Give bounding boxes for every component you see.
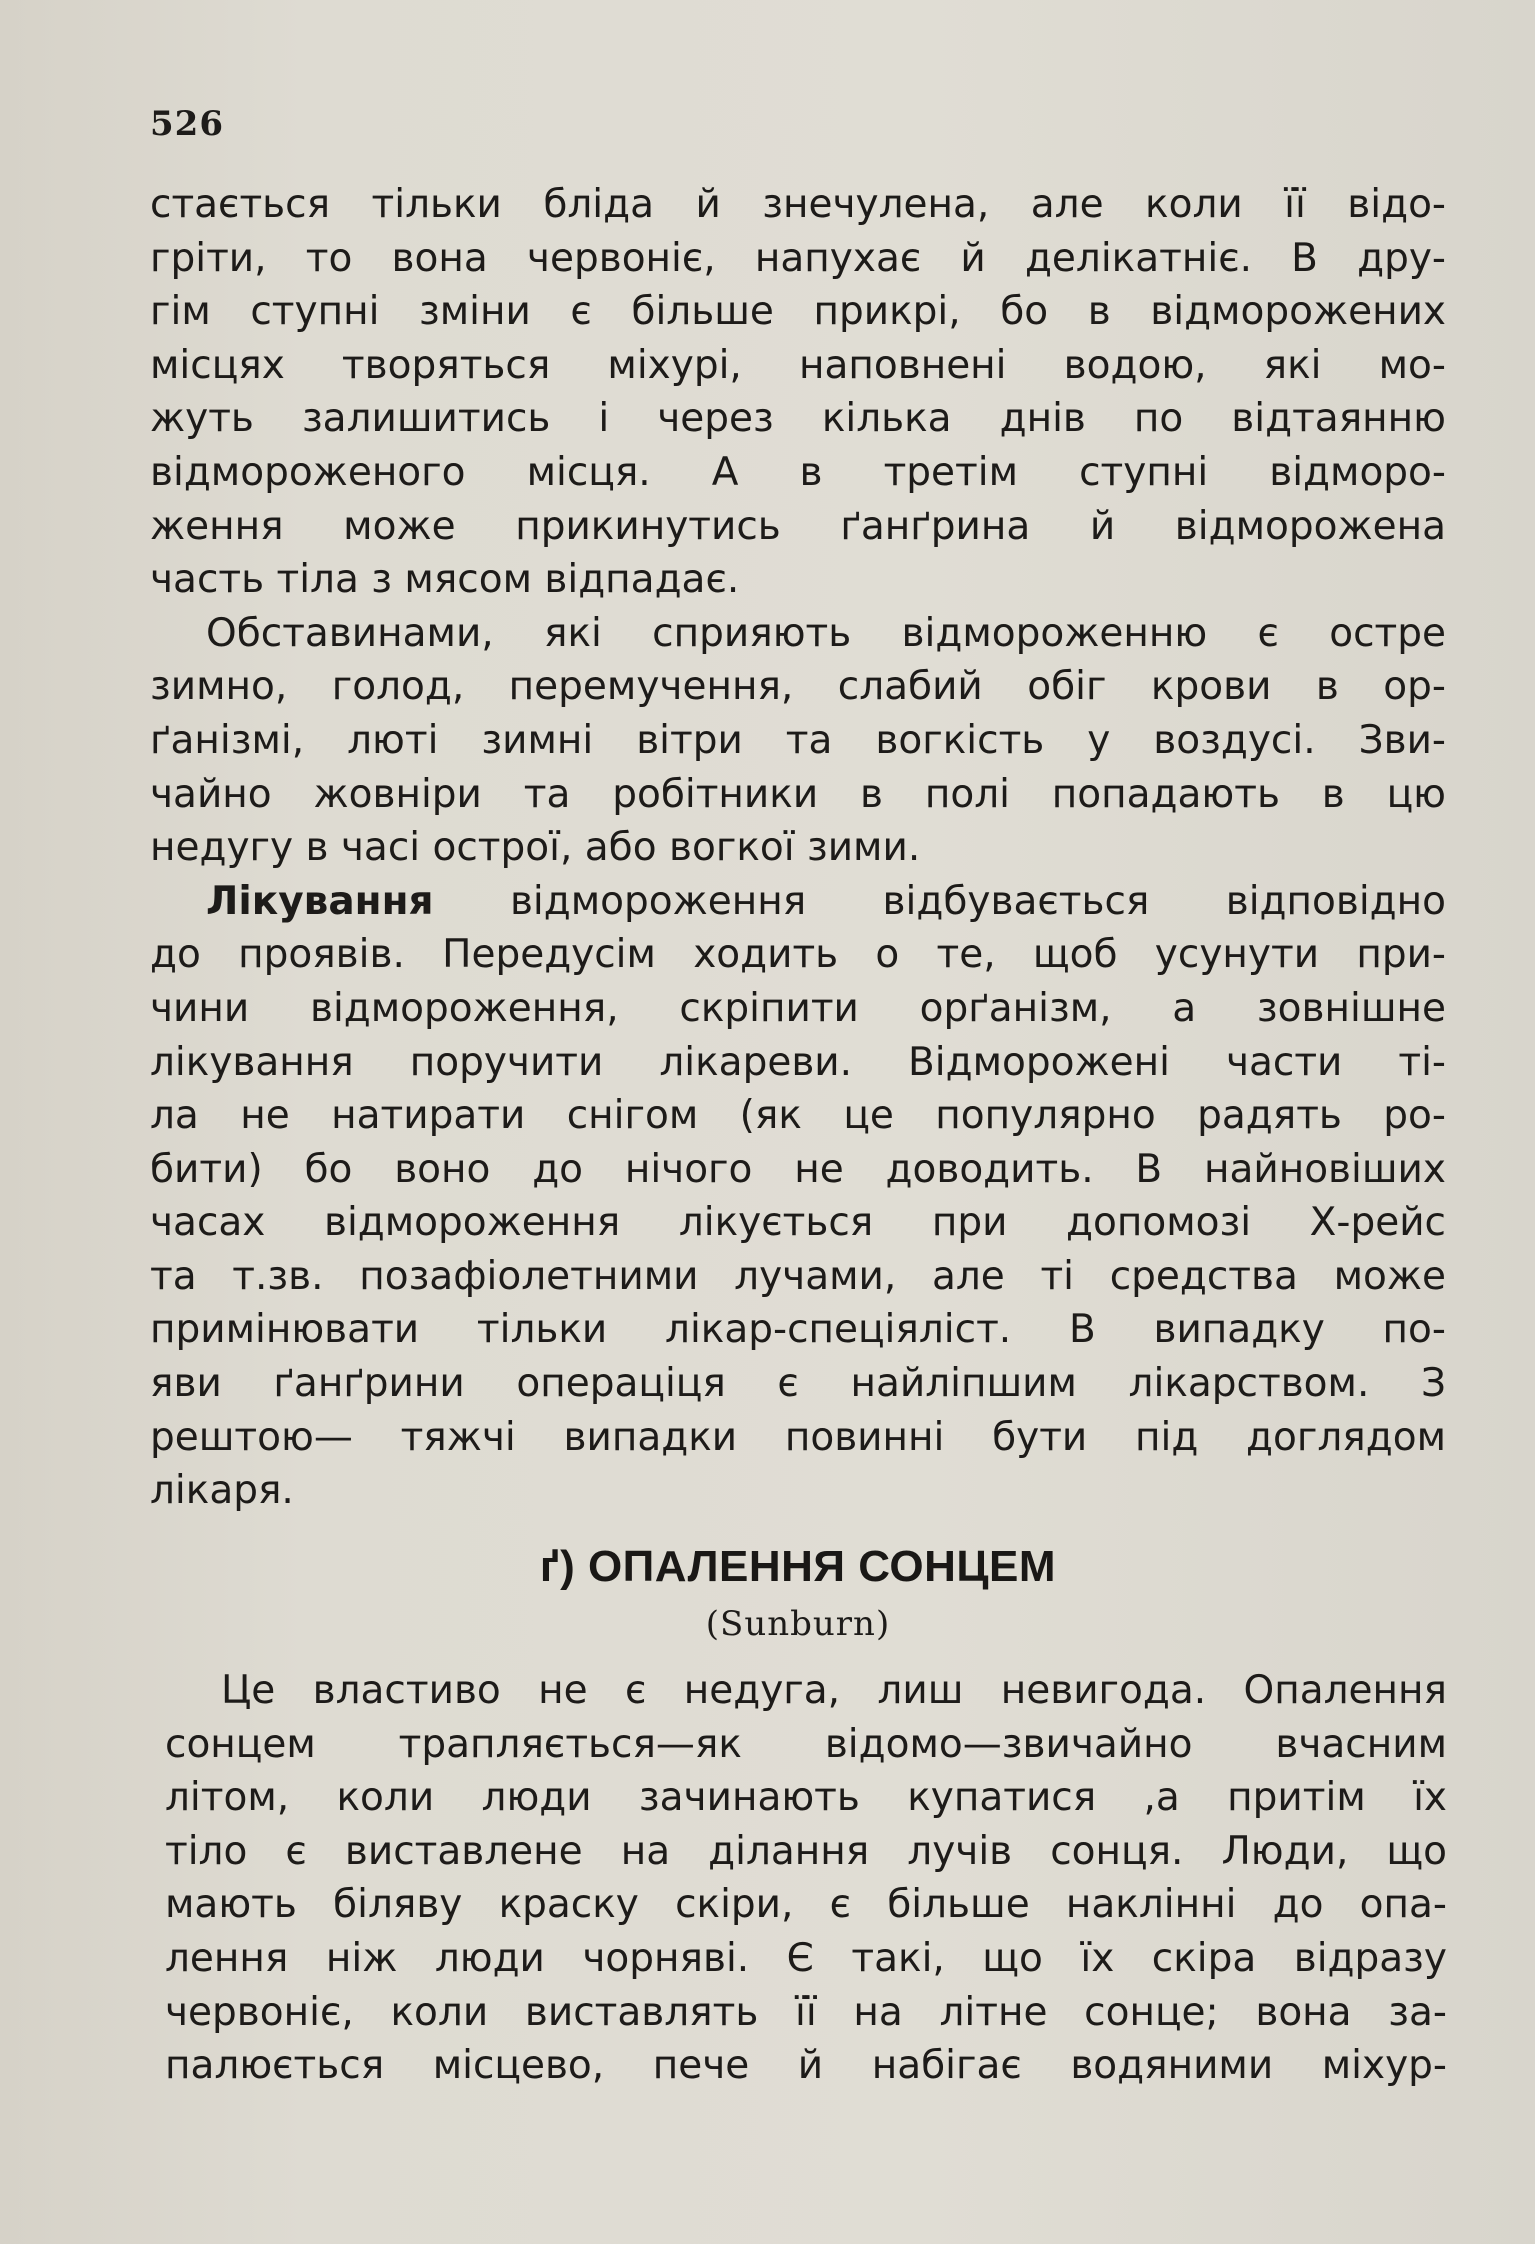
text-line: ґанізмі, люті зимні вітри та вогкість у воздусі. Зви- [150,717,1446,763]
text-line: відмороженого місця. А в третім ступні відморо- [150,449,1446,495]
text-line: лення ніж люди чорняві. Є такі, що їх скіра відразу [165,1935,1447,1981]
text-line: лікаря. [150,1468,294,1514]
text-line: часть тіла з мясом відпадає. [150,557,740,603]
text-line: зимно, голод, перемучення, слабий обіг крови в ор- [150,664,1446,710]
text-line: гім ступні зміни є більше прикрі, бо в відморожених [150,289,1446,335]
text-line: мають біляву краску скіри, є більше наклінні до опа- [165,1882,1447,1928]
text-line: до проявів. Передусім ходить о те, щоб усунути при- [150,932,1446,978]
body-text-top [150,178,1446,1518]
text-line: часах відмороження лікується при допомозі Х-рейс [150,1200,1446,1246]
text-line: жуть залишитись і через кілька днів по відтаянню [150,396,1446,442]
text-line: яви ґанґрини операціця є найліпшим лікарством. З [150,1361,1446,1407]
text-line: червоніє, коли виставлять її на літне сонце; вона за- [165,1989,1447,2035]
section-subheading: (Sunburn) [705,1604,891,1644]
text-line: лікування поручити лікареви. Відморожені части ті- [150,1039,1446,1085]
text-line: літом, коли люди зачинають купатися ,а притім їх [165,1775,1447,1821]
page-number: 526 [150,104,224,144]
text-line: Це властиво не є недуга, лиш невигода. Опалення [221,1668,1447,1713]
text-line: палюється місцево, пече й набігає водяними міхур- [165,2043,1447,2089]
text-line: місцях творяться міхурі, наповнені водою, які мо- [150,342,1446,388]
text-line: примінювати тільки лікар-спеціяліст. В випадку по- [150,1307,1446,1353]
text-line: чини відмороження, скріпити орґанізм, а зовнішне [150,985,1446,1031]
body-text-bottom [165,1664,1447,2093]
text-line: рештою— тяжчі випадки повинні бути під доглядом [150,1414,1446,1460]
text-line [150,875,1446,929]
text-line: ження може прикинутись ґанґрина й відморожена [150,503,1446,549]
text-fragment: відмороження відбувається відповідно [433,878,1446,924]
text-line: Обставинами, які сприяють відмороженню є остре [206,610,1446,656]
text-line: стається тільки бліда й знечулена, але коли її відо- [150,182,1446,227]
text-line: недугу в часі острої, або вогкої зими. [150,825,921,871]
text-line: ла не натирати снігом (як це популярно радять ро- [150,1093,1446,1139]
text-line: тіло є виставлене на ділання лучів сонця. Люди, що [165,1828,1447,1874]
text-line: та т.зв. позафіолетними лучами, але ті средства може [150,1253,1446,1299]
text-line: бити) бо воно до нічого не доводить. В найновіших [150,1146,1446,1192]
section-heading: ґ) ОПАЛЕННЯ СОНЦЕМ [539,1542,1057,1591]
text-line: чайно жовніри та робітники в полі попадають в цю [150,771,1446,817]
text-line: гріти, то вона червоніє, напухає й делікатніє. В дру- [150,235,1446,281]
bold-term: Лікування [206,878,434,924]
text-line: сонцем трапляється—як відомо—звичайно вчасним [165,1721,1447,1767]
